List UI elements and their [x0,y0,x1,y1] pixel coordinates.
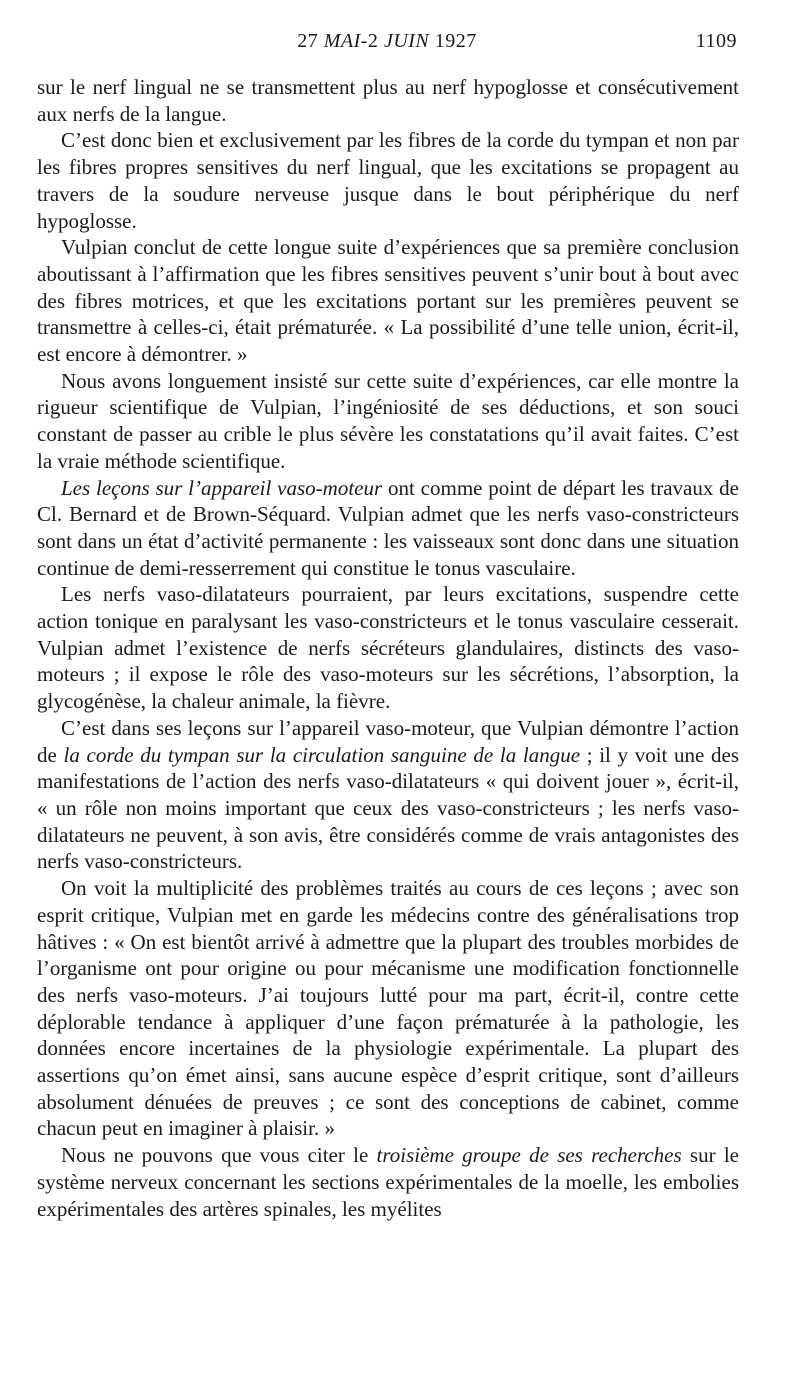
running-header [37,30,737,56]
page-number: 1109 [695,30,737,52]
italic-text: la corde du tympan sur la circulation sanguine de la langue [63,742,581,767]
text-run: sur le système nerveux concernant les sections expérimentales de la moelle, les embolies expérimentales des artères spinales, les myélites [37,1143,739,1221]
text-run: C’est dans ses leçons sur l’appareil vaso-moteur, que Vulpian démontre l’action de [37,715,739,767]
article-body [37,74,739,1222]
issue-date: 27 MAI-2 JUIN 1927 [297,30,477,52]
paragraph [37,475,739,582]
paragraph [37,74,739,127]
text-run: Vulpian conclut de cette longue suite d’expériences que sa première conclusion aboutissant à l’affirmation que les fibres sensitives peuvent s’unir bout à bout avec des fibres motrices, et que les excitations portant sur les premières peuvent se transmettre à celles-ci, était prématurée. « La possibilité d’une telle union, écrit-il, est encore à démontrer. » [37,235,739,367]
text-run: ; il y voit une des manifestations de l’action des nerfs vaso-dilatateurs « qui doivent jouer », écrit-il, « un rôle non moins important que ceux des vaso-constricteurs ; les nerfs vaso-dilatateurs ne peuvent, à son avis, être considérés comme de vrais antagonistes des nerfs vaso-constricteurs. [37,742,739,874]
paragraph [37,127,739,234]
italic-text: Les leçons sur l’appareil vaso-moteur [61,475,383,500]
text-run: On voit la multiplicité des problèmes traités au cours de ces leçons ; avec son esprit critique, Vulpian met en garde les médecins contre des généralisations trop hâtives : « On est bientôt arrivé à admettre que la plupart des troubles morbides de l’organisme ont pour origine ou pour mécanisme une modification fonctionnelle des nerfs vaso-moteurs. J’ai toujours lutté pour ma part, écrit-il, contre cette déplorable tendance à appliquer d’une façon prématurée à la pathologie, les données encore incertaines de la physiologie expérimentale. La plupart des assertions qu’on émet ainsi, sans aucune espèce d’esprit critique, sont d’ailleurs absolument dénuées de preuves ; ce sont des conceptions de cabinet, comme chacun peut en imaginer à plaisir. » [37,876,739,1141]
paragraph [37,581,739,715]
text-run: ont comme point de départ les travaux de Cl. Bernard et de Brown-Séquard. Vulpian admet que les nerfs vaso-constricteurs sont dans un état d’activité permanente : les vaisseaux sont donc dans une situation continue de demi-resserrement qui constitue le tonus vasculaire. [37,475,739,580]
italic-text: troisième groupe de ses recherches [376,1143,682,1168]
text-run: Nous ne pouvons que vous citer le [61,1143,377,1168]
text-run: C’est donc bien et exclusivement par les fibres de la corde du tympan et non par les fibres propres sensitives du nerf lingual, que les excitations se propagent au travers de la soudure nerveuse jusque dans le bout périphérique du nerf hypoglosse. [37,128,739,233]
paragraph [37,875,739,1142]
text-run: Nous avons longuement insisté sur cette suite d’expériences, car elle montre la rigueur scientifique de Vulpian, l’ingéniosité de ses déductions, et son souci constant de passer au crible le plus sévère les constatations qu’il avait faites. C’est la vraie méthode scientifique. [37,368,739,473]
paragraph [37,234,739,368]
paragraph [37,715,739,875]
text-run: sur le nerf lingual ne se transmettent plus au nerf hypoglosse et consécutivement aux nerfs de la langue. [37,75,739,126]
paragraph [37,1142,739,1222]
text-run: Les nerfs vaso-dilatateurs pourraient, par leurs excitations, suspendre cette action tonique en paralysant les vaso-constricteurs et le tonus vasculaire cesserait. Vulpian admet l’existence de nerfs sécréteurs glandulaires, distincts des vaso-moteurs ; il expose le rôle des vaso-moteurs sur les sécrétions, l’absorption, la glycogénèse, la chaleur animale, la fièvre. [37,582,739,714]
paragraph [37,368,739,475]
